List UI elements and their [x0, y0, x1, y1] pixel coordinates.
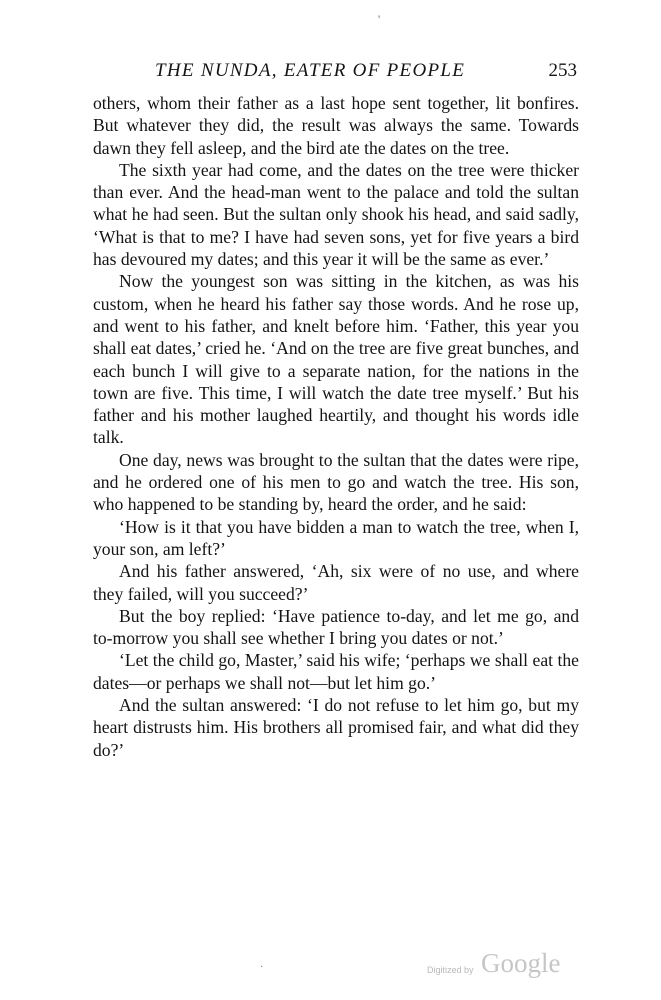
- digitized-watermark: [427, 950, 567, 984]
- paragraph: ‘Let the child go, Master,’ said his wife; ‘perhaps we shall eat the dates—or perhaps we shall not—but let him go.’: [93, 650, 579, 693]
- paragraph: And the sultan answered: ‘I do not refuse to let him go, but my heart distrusts him. His brothers all promised fair, and what did they do?’: [93, 695, 579, 760]
- page-number: 253: [548, 60, 577, 81]
- paragraph: But the boy replied: ‘Have patience to-day, and let me go, and to-morrow you shall see whether I bring you dates or not.’: [93, 605, 579, 649]
- body-text: [93, 92, 579, 761]
- paragraph: And his father answered, ‘Ah, six were of no use, and where they failed, will you succeed?’: [93, 561, 579, 604]
- watermark-caption: Digitized by: [427, 965, 474, 975]
- paragraph: ‘How is it that you have bidden a man to watch the tree, when I, your son, am left?’: [93, 516, 579, 559]
- scan-mark: ': [378, 12, 381, 26]
- footer-dot: ·: [260, 962, 264, 973]
- paragraph: others, whom their father as a last hope sent together, lit bonfires. But whatever they did, the result was always the same. Towards dawn they fell asleep, and the bird ate the dates on the tree.: [93, 93, 579, 158]
- paragraph: The sixth year had come, and the dates on the tree were thicker than ever. And the head-man went to the palace and told the sultan what he had seen. But the sultan only shook his head, and said sadly, ‘What is that to me? I have had seven sons, yet for five years a bird has devoured my dates; and this year it will be the same as ever.’: [93, 159, 579, 270]
- paragraph: One day, news was brought to the sultan that the dates were ripe, and he ordered one of his men to go and watch the tree. His son, who happened to be standing by, heard the order, and he said:: [93, 449, 579, 515]
- running-title: THE NUNDA, EATER OF PEOPLE: [155, 60, 466, 81]
- google-logo: Google: [481, 948, 561, 978]
- paragraph: Now the youngest son was sitting in the kitchen, as was his custom, when he heard his father say those words. And he rose up, and went to his father, and knelt before him. ‘Father, this year you shall eat dates,’ cried he. ‘And on the tree are five great bunches, and each bunch I will give to a separate nation, for the nations in the town are five. This time, I will watch the date tree myself.’ But his father and his mother laughed heartily, and thought his words idle talk.: [93, 271, 579, 448]
- page-header: [93, 60, 581, 84]
